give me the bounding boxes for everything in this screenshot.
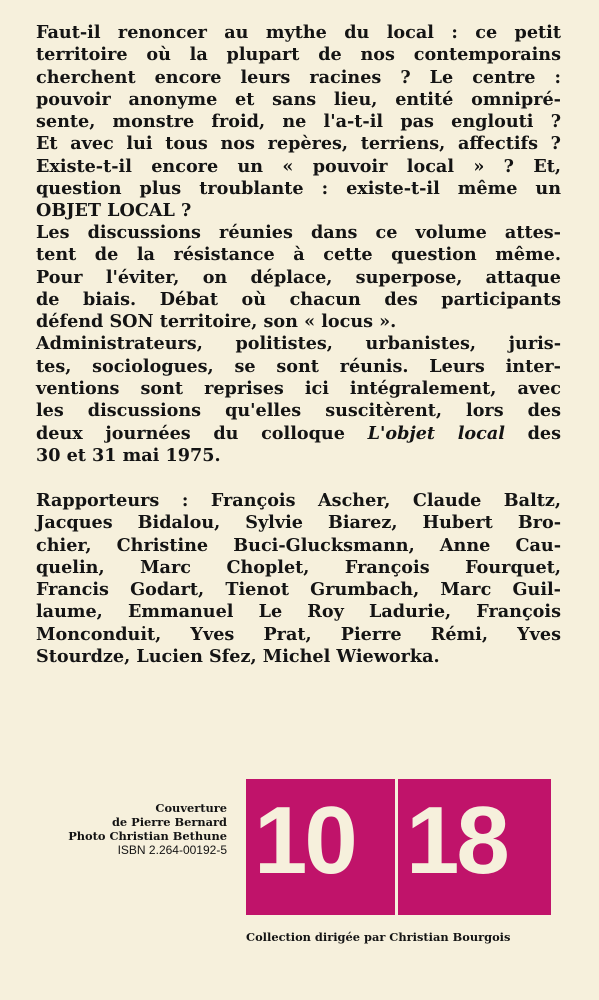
isbn: ISBN 2.264-00192-5 bbox=[117, 843, 227, 857]
text-line: sente, monstre froid, ne l'a-t-il pas englouti ? bbox=[36, 111, 561, 133]
text-line: territoire où la plupart de nos contemporains bbox=[36, 44, 561, 66]
text-segment: des bbox=[504, 422, 561, 444]
text-line: laume, Emmanuel Le Roy Ladurie, François bbox=[36, 601, 561, 623]
summary-paragraph-1 bbox=[36, 22, 561, 223]
credit-line: de Pierre Bernard bbox=[111, 815, 227, 829]
text-line: cherchent encore leurs racines ? Le centre : bbox=[36, 66, 561, 88]
text-line: tes, sociologues, se sont réunis. Leurs inter- bbox=[36, 355, 561, 377]
text-line: Et avec lui tous nos repères, terriens, affectifs ? bbox=[36, 133, 561, 155]
text-line: les discussions qu'elles suscitèrent, lors des bbox=[36, 400, 561, 422]
summary-paragraph-2 bbox=[36, 222, 561, 467]
text-line: Stourdze, Lucien Sfez, Michel Wieworka. bbox=[36, 646, 440, 668]
text-line: ventions sont reprises ici intégralement, avec bbox=[36, 378, 561, 400]
text-segment: deux journées du colloque bbox=[36, 422, 368, 444]
text-line: Existe-t-il encore un « pouvoir local » ? Et, bbox=[36, 155, 561, 177]
text-line: défend SON territoire, son « locus ». bbox=[36, 311, 397, 333]
text-line: Jacques Bidalou, Sylvie Biarez, Hubert Bro- bbox=[36, 512, 561, 534]
publisher-logo bbox=[246, 779, 551, 915]
logo-number-left: 10 bbox=[254, 787, 355, 894]
text-line: de biais. Débat où chacun des participants bbox=[36, 288, 561, 310]
text-line-colloquium bbox=[36, 423, 561, 445]
credit-line: Couverture bbox=[155, 801, 227, 815]
text-line: quelin, Marc Choplet, François Fourquet, bbox=[36, 556, 561, 578]
text-line: Faut-il renoncer au mythe du local : ce petit bbox=[36, 22, 561, 43]
text-line: Pour l'éviter, on déplace, superpose, attaque bbox=[36, 266, 561, 288]
credit-line: Photo Christian Bethune bbox=[68, 829, 227, 843]
text-line: pouvoir anonyme et sans lieu, entité omnipré- bbox=[36, 88, 561, 110]
text-line: Rapporteurs : François Ascher, Claude Baltz, bbox=[36, 490, 561, 511]
text-line: 30 et 31 mai 1975. bbox=[36, 444, 221, 466]
cover-credits bbox=[68, 801, 227, 857]
text-line: tent de la résistance à cette question même. bbox=[36, 244, 561, 266]
collection-director: Collection dirigée par Christian Bourgois bbox=[246, 930, 511, 944]
text-line: Moncondui̇t, Yves Prat, Pierre Rémi, Yves bbox=[36, 623, 561, 645]
rapporteurs-paragraph bbox=[36, 490, 561, 668]
text-line: chier, Christine Buci-Glucksmann, Anne Cau- bbox=[36, 534, 561, 556]
text-line: question plus troublante : existe-t-il même un bbox=[36, 178, 561, 200]
text-line: Les discussions réunies dans ce volume attes- bbox=[36, 222, 561, 243]
colloquium-title: L'objet local bbox=[367, 422, 505, 444]
text-line: Francis Godart, Tienot Grumbach, Marc Guil- bbox=[36, 579, 561, 601]
logo-divider bbox=[395, 779, 398, 915]
text-line: Administrateurs, politistes, urbanistes, juris- bbox=[36, 333, 561, 355]
text-line: OBJET LOCAL ? bbox=[36, 200, 192, 222]
logo-number-right: 18 bbox=[406, 787, 507, 894]
